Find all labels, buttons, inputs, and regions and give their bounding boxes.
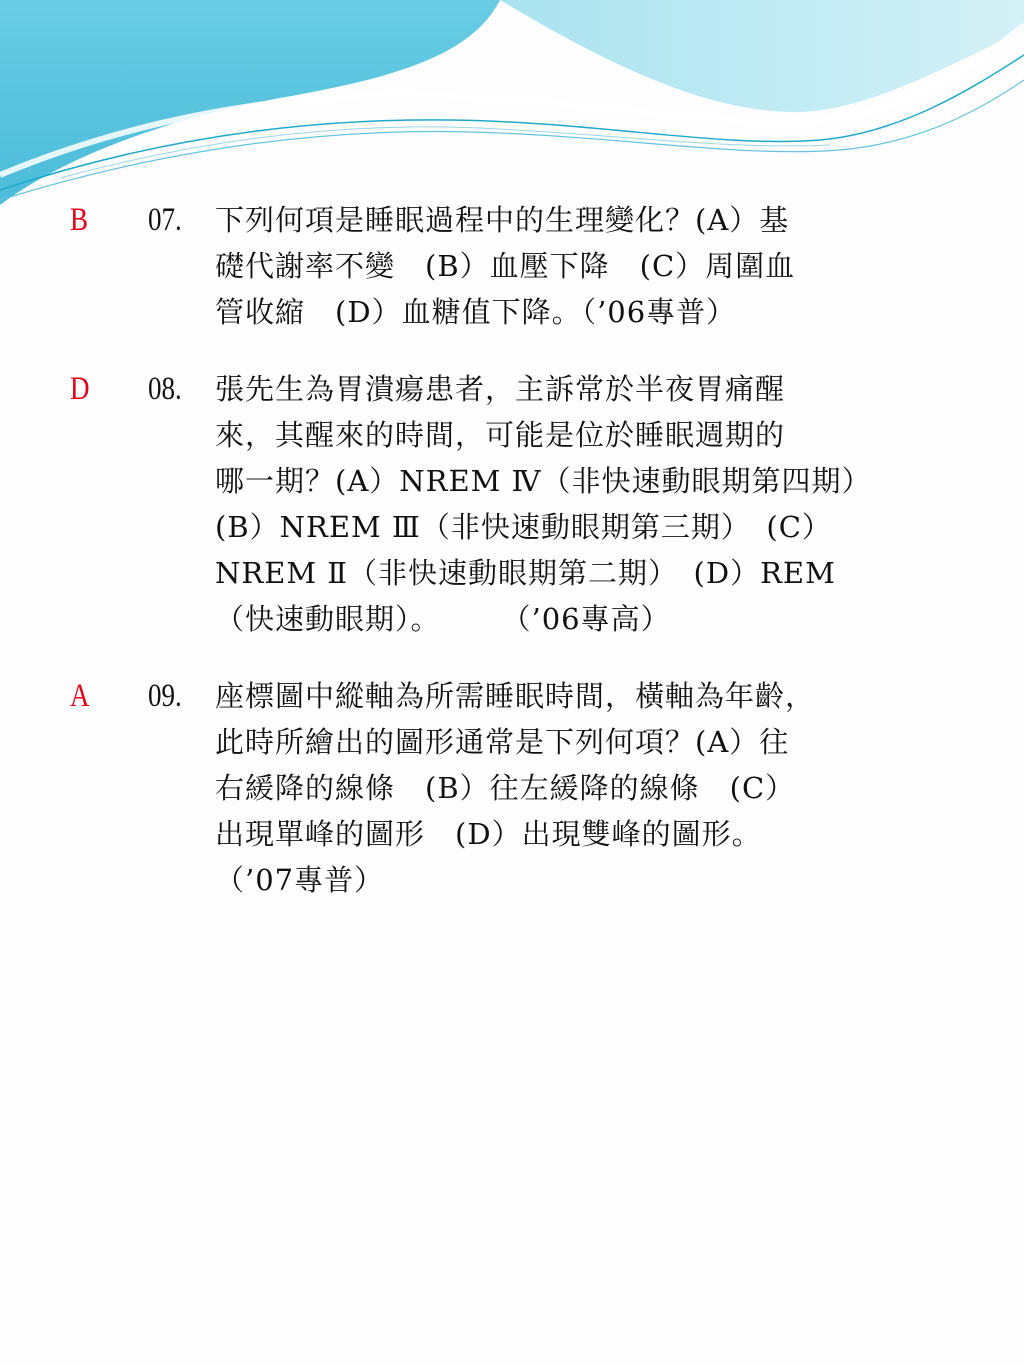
answer-key: D (70, 371, 90, 407)
answer-key: A (70, 678, 90, 714)
question-text (215, 673, 975, 903)
question-line: 出現單峰的圖形 (D）出現雙峰的圖形。 (215, 817, 762, 851)
question-line: 管收縮 (D）血糖值下降。（’06專普） (215, 295, 737, 329)
wave-line-3 (60, 127, 830, 178)
question-line: 來，其醒來的時間，可能是位於睡眠週期的 (215, 418, 786, 452)
question-line: 下列何項是睡眠過程中的生理變化？(A）基 (215, 203, 790, 237)
question-number: 07. (148, 202, 182, 238)
question-text (215, 366, 975, 642)
question-line: 座標圖中縱軸為所需睡眠時間，橫軸為年齡， (215, 679, 816, 713)
question-line: 張先生為胃潰瘍患者，主訴常於半夜胃痛醒 (215, 372, 786, 406)
question-line: 右緩降的線條 (B）往左緩降的線條 (C） (215, 771, 796, 805)
question-line: 此時所繪出的圖形通常是下列何項？(A）往 (215, 725, 790, 759)
question-line: 礎代謝率不變 (B）血壓下降 (C）周圍血 (215, 249, 796, 283)
question-number: 09. (148, 678, 182, 714)
question-line: NREM Ⅱ（非快速動眼期第二期） (D）REM (215, 556, 836, 590)
question-line: （’07專普） (215, 863, 385, 897)
header-wave-decoration (0, 0, 1024, 210)
answer-key: B (70, 202, 89, 238)
question-text (215, 197, 975, 335)
question-line: 哪一期？(A）NREM Ⅳ（非快速動眼期第四期） (215, 464, 872, 498)
question-number: 08. (148, 371, 182, 407)
question-line: （快速動眼期）。 （’06專高） (215, 602, 671, 636)
question-line: (B）NREM Ⅲ（非快速動眼期第三期） (C） (215, 510, 832, 544)
